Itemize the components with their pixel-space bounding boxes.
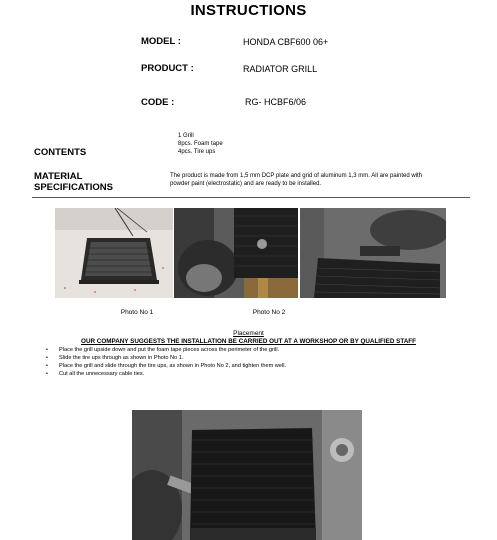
page-title: INSTRUCTIONS [190, 2, 307, 19]
code-value: RG- HCBF6/06 [245, 97, 307, 107]
placement-heading: Placement [233, 330, 264, 337]
placement-steps [46, 346, 466, 378]
bike-grill-illustration [174, 208, 298, 298]
model-label: MODEL : [141, 36, 181, 47]
product-label: PRODUCT : [141, 63, 194, 74]
photo-caption-2: Photo No 2 [252, 309, 286, 316]
grill-illustration [55, 208, 173, 298]
photo-caption-1: Photo No 1 [120, 309, 154, 316]
material-text-line1: The product is made from 1,5 mm DCP plate and grid of aluminum 1,3 mm. All are painted with [170, 173, 423, 179]
section-divider [32, 197, 470, 198]
material-text-line2: powder paint (electrostatic) and are ready to be installed. [170, 181, 322, 187]
material-label-line1: MATERIAL [34, 171, 83, 182]
photo-grill-on-bike [174, 208, 298, 298]
contents-label: CONTENTS [34, 147, 87, 158]
list-item: • Place the grill and slide through the tire ups, as shown in Photo No 2, and tighten them well. [46, 362, 466, 370]
list-item: • Place the grill upside down and put the foam tape pieces across the perimeter of the grill. [46, 346, 466, 354]
closeup-grill-illustration [132, 410, 362, 540]
contents-item: 4pcs. Tire ups [178, 149, 216, 155]
product-value: RADIATOR GRILL [243, 64, 318, 74]
contents-item: 1 Grill [178, 133, 194, 139]
installed-grill-illustration [300, 208, 446, 298]
list-item: • Cut all the unnecessary cable ties. [46, 370, 466, 378]
photo-grill-closeup [132, 410, 362, 540]
model-value: HONDA CBF600 06+ [243, 37, 329, 47]
photo-grill-on-table [55, 208, 173, 298]
material-label [34, 171, 113, 193]
material-label-line2: SPECIFICATIONS [34, 182, 113, 193]
placement-warning: OUR COMPANY SUGGESTS THE INSTALLATION BE CARRIED OUT AT A WORKSHOP OR BY QUALIFIED STAFF [81, 338, 416, 345]
contents-list [178, 132, 223, 156]
photo-grill-installed [300, 208, 446, 298]
contents-item: 8pcs. Foam tape [178, 141, 223, 147]
code-label: CODE : [141, 97, 175, 108]
material-text [170, 172, 422, 188]
list-item: • Slide the tire ups through as shown in Photo No 1. [46, 354, 466, 362]
